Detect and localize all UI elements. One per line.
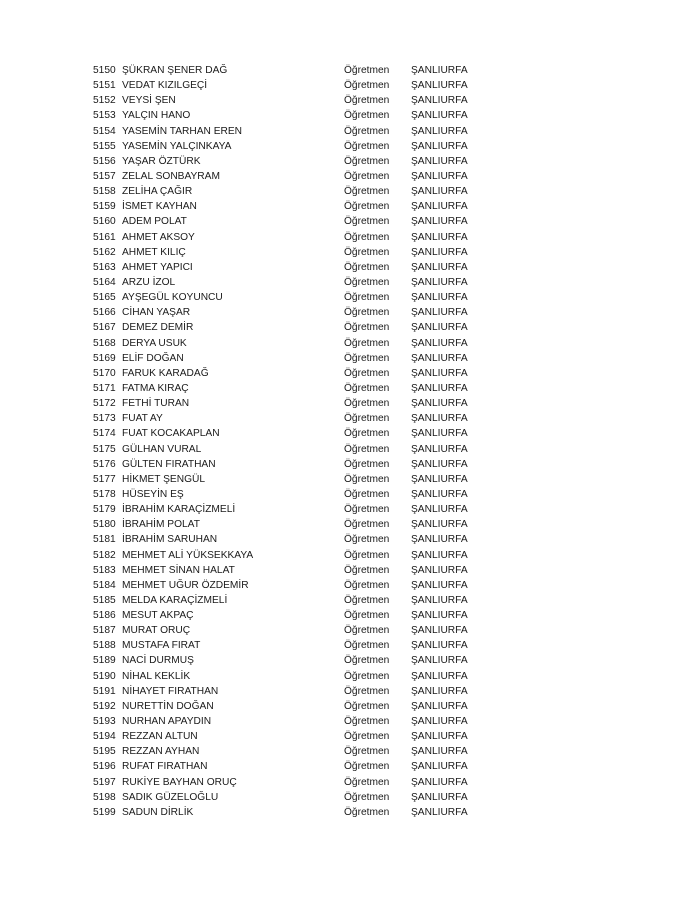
person-name: YALÇIN HANO xyxy=(122,110,191,122)
job-title: Öğretmen xyxy=(344,231,390,243)
list-row xyxy=(93,548,513,563)
list-row xyxy=(93,775,513,790)
job-title: Öğretmen xyxy=(344,776,390,788)
job-title: Öğretmen xyxy=(344,731,390,743)
row-number: 5160 xyxy=(93,216,116,228)
job-title: Öğretmen xyxy=(344,367,390,379)
list-row xyxy=(93,532,513,547)
list-row xyxy=(93,230,513,245)
row-number: 5195 xyxy=(93,746,116,758)
row-number: 5168 xyxy=(93,337,116,349)
row-number: 5169 xyxy=(93,352,116,364)
row-number: 5198 xyxy=(93,791,116,803)
row-number: 5188 xyxy=(93,640,116,652)
row-number: 5191 xyxy=(93,685,116,697)
list-row xyxy=(93,608,513,623)
job-title: Öğretmen xyxy=(344,791,390,803)
row-number: 5179 xyxy=(93,504,116,516)
city-name: ŞANLIURFA xyxy=(411,80,468,92)
job-title: Öğretmen xyxy=(344,443,390,455)
row-number: 5166 xyxy=(93,307,116,319)
person-name: NİHAYET FIRATHAN xyxy=(122,685,219,697)
list-row xyxy=(93,63,513,78)
city-name: ŞANLIURFA xyxy=(411,428,468,440)
job-title: Öğretmen xyxy=(344,216,390,228)
list-row xyxy=(93,638,513,653)
list-row xyxy=(93,805,513,820)
person-name: HÜSEYİN EŞ xyxy=(122,488,184,500)
job-title: Öğretmen xyxy=(344,80,390,92)
row-number: 5178 xyxy=(93,488,116,500)
job-title: Öğretmen xyxy=(344,458,390,470)
city-name: ŞANLIURFA xyxy=(411,307,468,319)
row-number: 5174 xyxy=(93,428,116,440)
person-name: FATMA KIRAÇ xyxy=(122,382,189,394)
city-name: ŞANLIURFA xyxy=(411,216,468,228)
city-name: ŞANLIURFA xyxy=(411,458,468,470)
row-number: 5172 xyxy=(93,398,116,410)
job-title: Öğretmen xyxy=(344,186,390,198)
city-name: ŞANLIURFA xyxy=(411,246,468,258)
person-name: VEDAT KIZILGEÇİ xyxy=(122,80,208,92)
list-row xyxy=(93,245,513,260)
job-title: Öğretmen xyxy=(344,276,390,288)
list-row xyxy=(93,139,513,154)
row-number: 5164 xyxy=(93,276,116,288)
row-number: 5176 xyxy=(93,458,116,470)
row-number: 5170 xyxy=(93,367,116,379)
job-title: Öğretmen xyxy=(344,170,390,182)
job-title: Öğretmen xyxy=(344,579,390,591)
row-number: 5180 xyxy=(93,519,116,531)
city-name: ŞANLIURFA xyxy=(411,110,468,122)
city-name: ŞANLIURFA xyxy=(411,337,468,349)
job-title: Öğretmen xyxy=(344,322,390,334)
job-title: Öğretmen xyxy=(344,473,390,485)
job-title: Öğretmen xyxy=(344,382,390,394)
person-name: MUSTAFA FIRAT xyxy=(122,640,201,652)
person-name: FARUK KARADAĞ xyxy=(122,367,209,379)
person-name: ADEM POLAT xyxy=(122,216,187,228)
person-name: İBRAHİM KARAÇİZMELİ xyxy=(122,504,236,516)
list-row xyxy=(93,78,513,93)
list-row xyxy=(93,426,513,441)
list-row xyxy=(93,472,513,487)
city-name: ŞANLIURFA xyxy=(411,610,468,622)
list-row xyxy=(93,411,513,426)
job-title: Öğretmen xyxy=(344,640,390,652)
row-number: 5151 xyxy=(93,80,116,92)
row-number: 5182 xyxy=(93,549,116,561)
job-title: Öğretmen xyxy=(344,670,390,682)
city-name: ŞANLIURFA xyxy=(411,322,468,334)
city-name: ŞANLIURFA xyxy=(411,504,468,516)
person-name: REZZAN AYHAN xyxy=(122,746,200,758)
list-row xyxy=(93,653,513,668)
person-name: MURAT ORUÇ xyxy=(122,625,191,637)
row-number: 5171 xyxy=(93,382,116,394)
job-title: Öğretmen xyxy=(344,761,390,773)
row-number: 5153 xyxy=(93,110,116,122)
list-row xyxy=(93,729,513,744)
list-row xyxy=(93,169,513,184)
job-title: Öğretmen xyxy=(344,125,390,137)
person-name: MEHMET ALİ YÜKSEKKAYA xyxy=(122,549,254,561)
row-number: 5165 xyxy=(93,292,116,304)
person-name: REZZAN ALTUN xyxy=(122,731,198,743)
row-number: 5155 xyxy=(93,140,116,152)
job-title: Öğretmen xyxy=(344,398,390,410)
row-number: 5161 xyxy=(93,231,116,243)
person-name: AYŞEGÜL KOYUNCU xyxy=(122,292,223,304)
row-number: 5189 xyxy=(93,655,116,667)
job-title: Öğretmen xyxy=(344,610,390,622)
person-name: DERYA USUK xyxy=(122,337,187,349)
list-row xyxy=(93,457,513,472)
list-row xyxy=(93,260,513,275)
list-row xyxy=(93,124,513,139)
row-number: 5185 xyxy=(93,594,116,606)
job-title: Öğretmen xyxy=(344,594,390,606)
person-name: NİHAL KEKLİK xyxy=(122,670,191,682)
list-row xyxy=(93,744,513,759)
list-row xyxy=(93,275,513,290)
job-title: Öğretmen xyxy=(344,504,390,516)
city-name: ŞANLIURFA xyxy=(411,443,468,455)
city-name: ŞANLIURFA xyxy=(411,231,468,243)
person-name: GÜLHAN VURAL xyxy=(122,443,202,455)
row-number: 5194 xyxy=(93,731,116,743)
job-title: Öğretmen xyxy=(344,352,390,364)
city-name: ŞANLIURFA xyxy=(411,473,468,485)
person-name: AHMET KILIÇ xyxy=(122,246,186,258)
job-title: Öğretmen xyxy=(344,428,390,440)
city-name: ŞANLIURFA xyxy=(411,413,468,425)
list-row xyxy=(93,699,513,714)
person-name: İSMET KAYHAN xyxy=(122,201,197,213)
person-name: ELİF DOĞAN xyxy=(122,352,184,364)
job-title: Öğretmen xyxy=(344,716,390,728)
list-row xyxy=(93,487,513,502)
city-name: ŞANLIURFA xyxy=(411,761,468,773)
city-name: ŞANLIURFA xyxy=(411,382,468,394)
row-number: 5173 xyxy=(93,413,116,425)
list-row xyxy=(93,502,513,517)
list-row xyxy=(93,790,513,805)
row-number: 5196 xyxy=(93,761,116,773)
list-row xyxy=(93,563,513,578)
person-name: FUAT KOCAKAPLAN xyxy=(122,428,220,440)
list-row xyxy=(93,759,513,774)
list-row xyxy=(93,593,513,608)
person-name: MEHMET SİNAN HALAT xyxy=(122,564,235,576)
job-title: Öğretmen xyxy=(344,246,390,258)
city-name: ŞANLIURFA xyxy=(411,398,468,410)
job-title: Öğretmen xyxy=(344,261,390,273)
city-name: ŞANLIURFA xyxy=(411,594,468,606)
person-name: MEHMET UĞUR ÖZDEMİR xyxy=(122,579,249,591)
person-name: MESUT AKPAÇ xyxy=(122,610,194,622)
person-name: YAŞAR ÖZTÜRK xyxy=(122,155,201,167)
list-row xyxy=(93,684,513,699)
row-number: 5163 xyxy=(93,261,116,273)
city-name: ŞANLIURFA xyxy=(411,685,468,697)
job-title: Öğretmen xyxy=(344,307,390,319)
city-name: ŞANLIURFA xyxy=(411,625,468,637)
job-title: Öğretmen xyxy=(344,65,390,76)
city-name: ŞANLIURFA xyxy=(411,670,468,682)
row-number: 5181 xyxy=(93,534,116,546)
row-number: 5184 xyxy=(93,579,116,591)
row-number: 5175 xyxy=(93,443,116,455)
list-row xyxy=(93,214,513,229)
city-name: ŞANLIURFA xyxy=(411,488,468,500)
list-row xyxy=(93,714,513,729)
city-name: ŞANLIURFA xyxy=(411,125,468,137)
city-name: ŞANLIURFA xyxy=(411,806,468,818)
list-row xyxy=(93,199,513,214)
person-name: YASEMİN TARHAN EREN xyxy=(122,125,243,137)
city-name: ŞANLIURFA xyxy=(411,519,468,531)
list-row xyxy=(93,669,513,684)
row-number: 5192 xyxy=(93,700,116,712)
city-name: ŞANLIURFA xyxy=(411,367,468,379)
city-name: ŞANLIURFA xyxy=(411,140,468,152)
person-name: HİKMET ŞENGÜL xyxy=(122,473,206,485)
person-name: AHMET YAPICI xyxy=(122,261,193,273)
job-title: Öğretmen xyxy=(344,110,390,122)
row-number: 5167 xyxy=(93,322,116,334)
person-name: DEMEZ DEMİR xyxy=(122,322,194,334)
person-name: CİHAN YAŞAR xyxy=(122,307,191,319)
list-row xyxy=(93,108,513,123)
city-name: ŞANLIURFA xyxy=(411,261,468,273)
person-name: GÜLTEN FIRATHAN xyxy=(122,458,216,470)
job-title: Öğretmen xyxy=(344,488,390,500)
job-title: Öğretmen xyxy=(344,625,390,637)
list-row xyxy=(93,442,513,457)
person-name: RUKİYE BAYHAN ORUÇ xyxy=(122,776,237,788)
job-title: Öğretmen xyxy=(344,292,390,304)
row-number: 5162 xyxy=(93,246,116,258)
person-name: NURETTİN DOĞAN xyxy=(122,700,214,712)
job-title: Öğretmen xyxy=(344,337,390,349)
row-number: 5197 xyxy=(93,776,116,788)
person-name: ARZU İZOL xyxy=(122,276,176,288)
job-title: Öğretmen xyxy=(344,155,390,167)
personnel-list xyxy=(93,63,513,820)
city-name: ŞANLIURFA xyxy=(411,534,468,546)
person-name: MELDA KARAÇİZMELİ xyxy=(122,594,228,606)
list-row xyxy=(93,381,513,396)
person-name: İBRAHİM SARUHAN xyxy=(122,534,218,546)
city-name: ŞANLIURFA xyxy=(411,746,468,758)
city-name: ŞANLIURFA xyxy=(411,564,468,576)
list-row xyxy=(93,336,513,351)
person-name: NURHAN APAYDIN xyxy=(122,716,212,728)
person-name: ŞÜKRAN ŞENER DAĞ xyxy=(122,65,228,76)
list-row xyxy=(93,396,513,411)
row-number: 5187 xyxy=(93,625,116,637)
city-name: ŞANLIURFA xyxy=(411,292,468,304)
person-name: YASEMİN YALÇINKAYA xyxy=(122,140,232,152)
list-row xyxy=(93,366,513,381)
list-row xyxy=(93,184,513,199)
row-number: 5150 xyxy=(93,65,116,76)
city-name: ŞANLIURFA xyxy=(411,791,468,803)
person-name: İBRAHİM POLAT xyxy=(122,519,200,531)
person-name: FETHİ TURAN xyxy=(122,398,190,410)
city-name: ŞANLIURFA xyxy=(411,700,468,712)
list-row xyxy=(93,351,513,366)
city-name: ŞANLIURFA xyxy=(411,655,468,667)
city-name: ŞANLIURFA xyxy=(411,352,468,364)
job-title: Öğretmen xyxy=(344,685,390,697)
city-name: ŞANLIURFA xyxy=(411,716,468,728)
job-title: Öğretmen xyxy=(344,519,390,531)
row-number: 5159 xyxy=(93,201,116,213)
city-name: ŞANLIURFA xyxy=(411,186,468,198)
city-name: ŞANLIURFA xyxy=(411,776,468,788)
list-row xyxy=(93,290,513,305)
person-name: NACİ DURMUŞ xyxy=(122,655,194,667)
city-name: ŞANLIURFA xyxy=(411,579,468,591)
job-title: Öğretmen xyxy=(344,534,390,546)
city-name: ŞANLIURFA xyxy=(411,731,468,743)
row-number: 5190 xyxy=(93,670,116,682)
job-title: Öğretmen xyxy=(344,549,390,561)
job-title: Öğretmen xyxy=(344,413,390,425)
row-number: 5156 xyxy=(93,155,116,167)
job-title: Öğretmen xyxy=(344,655,390,667)
person-name: VEYSİ ŞEN xyxy=(122,95,176,107)
list-row xyxy=(93,320,513,335)
row-number: 5154 xyxy=(93,125,116,137)
job-title: Öğretmen xyxy=(344,201,390,213)
row-number: 5157 xyxy=(93,170,116,182)
city-name: ŞANLIURFA xyxy=(411,276,468,288)
city-name: ŞANLIURFA xyxy=(411,65,468,76)
row-number: 5152 xyxy=(93,95,116,107)
city-name: ŞANLIURFA xyxy=(411,170,468,182)
list-row xyxy=(93,154,513,169)
city-name: ŞANLIURFA xyxy=(411,95,468,107)
list-row xyxy=(93,93,513,108)
row-number: 5193 xyxy=(93,716,116,728)
city-name: ŞANLIURFA xyxy=(411,201,468,213)
person-name: ZELİHA ÇAĞIR xyxy=(122,186,193,198)
job-title: Öğretmen xyxy=(344,564,390,576)
row-number: 5186 xyxy=(93,610,116,622)
city-name: ŞANLIURFA xyxy=(411,549,468,561)
person-name: RUFAT FIRATHAN xyxy=(122,761,208,773)
list-row xyxy=(93,517,513,532)
person-name: ZELAL SONBAYRAM xyxy=(122,170,220,182)
person-name: AHMET AKSOY xyxy=(122,231,195,243)
job-title: Öğretmen xyxy=(344,95,390,107)
person-name: SADIK GÜZELOĞLU xyxy=(122,791,219,803)
job-title: Öğretmen xyxy=(344,700,390,712)
person-name: SADUN DİRLİK xyxy=(122,806,194,818)
row-number: 5158 xyxy=(93,186,116,198)
person-name: FUAT AY xyxy=(122,413,163,425)
list-row xyxy=(93,578,513,593)
row-number: 5183 xyxy=(93,564,116,576)
job-title: Öğretmen xyxy=(344,140,390,152)
job-title: Öğretmen xyxy=(344,806,390,818)
city-name: ŞANLIURFA xyxy=(411,640,468,652)
row-number: 5199 xyxy=(93,806,116,818)
job-title: Öğretmen xyxy=(344,746,390,758)
list-row xyxy=(93,623,513,638)
list-row xyxy=(93,305,513,320)
city-name: ŞANLIURFA xyxy=(411,155,468,167)
row-number: 5177 xyxy=(93,473,116,485)
